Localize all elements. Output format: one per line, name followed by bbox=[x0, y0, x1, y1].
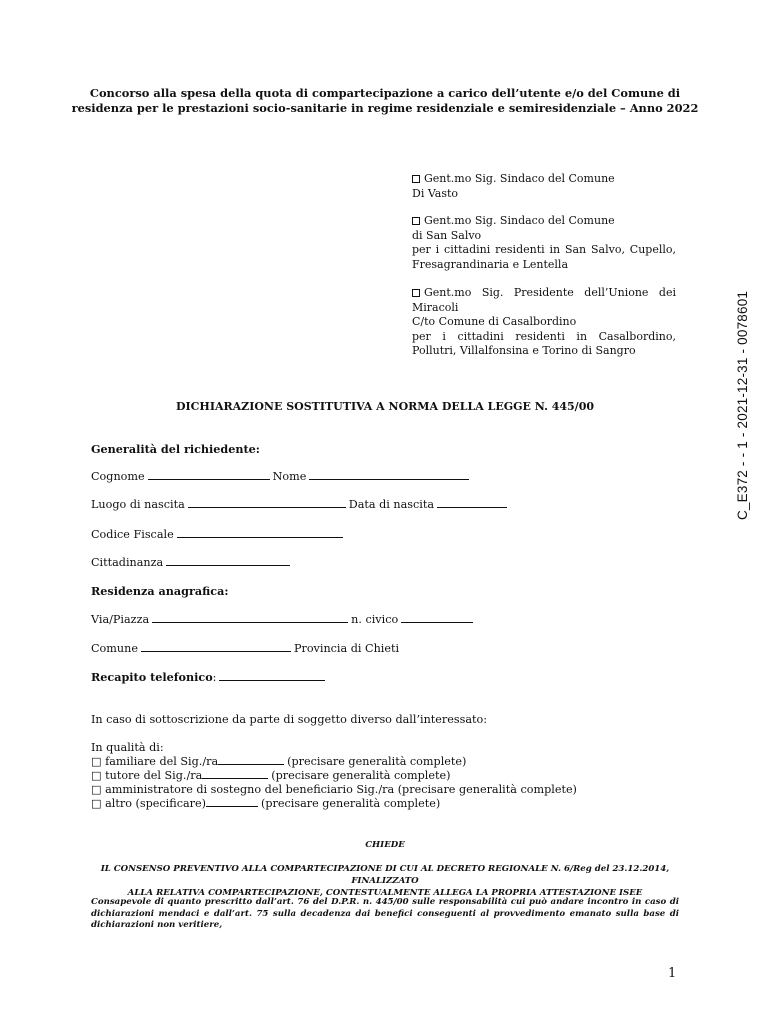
capacity-list bbox=[91, 741, 577, 811]
luogo-nascita-label: Luogo di nascita bbox=[91, 498, 185, 511]
recipient-line: Pollutri, Villalfonsina e Torino di Sangro bbox=[412, 344, 636, 358]
row-cognome-nome bbox=[91, 470, 472, 483]
page-number: 1 bbox=[668, 966, 677, 981]
subscription-note: In caso di sottoscrizione da parte di soggetto diverso dall’interessato: bbox=[91, 713, 488, 726]
comune-field[interactable] bbox=[141, 642, 291, 652]
data-nascita-label: Data di nascita bbox=[348, 498, 435, 511]
consent-text bbox=[90, 863, 680, 899]
title-line-2: residenza per le prestazioni socio-sanitarie in regime residenziale e semiresidenziale – Anno 2022 bbox=[71, 101, 699, 115]
cittadinanza-field[interactable] bbox=[166, 556, 290, 566]
option-field[interactable] bbox=[218, 755, 284, 765]
recipient-line: Gent.mo Sig. Presidente dell’Unione dei bbox=[424, 286, 676, 299]
awareness-paragraph bbox=[91, 897, 679, 932]
recipient-line: Di Vasto bbox=[412, 186, 459, 200]
title-line-1: Concorso alla spesa della quota di compartecipazione a carico dell’utente e/o del Comune di bbox=[89, 86, 681, 100]
capacity-option-amministratore[interactable] bbox=[91, 783, 577, 797]
recipient-unione-miracoli bbox=[412, 286, 676, 359]
consent-line-1: IL CONSENSO PREVENTIVO ALLA COMPARTECIPAZIONE DI CUI AL DECRETO REGIONALE N. 6/Reg del 23.12.2014, FINALIZZATO bbox=[100, 864, 670, 886]
awareness-line-1: Consapevole di quanto prescritto dall’art. 76 del D.P.R. n. 445/00 sulle responsabilità cui può andare incontro in caso di bbox=[91, 897, 679, 907]
option-field[interactable] bbox=[206, 797, 258, 807]
phone-field[interactable] bbox=[219, 671, 325, 681]
checkbox[interactable] bbox=[412, 175, 420, 183]
capacity-option-familiare[interactable] bbox=[91, 755, 577, 769]
awareness-line-2: dichiarazioni mendaci e dall’art. 75 sulla decadenza dai benefici conseguenti al provvedimento emanato sulla base di bbox=[91, 908, 679, 919]
cognome-field[interactable] bbox=[148, 470, 270, 480]
option-text: □ familiare del Sig./ra bbox=[91, 755, 219, 768]
option-text: □ tutore del Sig./ra bbox=[91, 769, 203, 782]
row-cittadinanza bbox=[91, 556, 293, 569]
consent-line-2: ALLA RELATIVA COMPARTECIPAZIONE, CONTESTUALMENTE ALLEGA LA PROPRIA ATTESTAZIONE ISEE bbox=[127, 888, 643, 898]
civico-field[interactable] bbox=[401, 613, 473, 623]
row-codice-fiscale bbox=[91, 528, 346, 541]
recipient-line: Fresagrandinaria e Lentella bbox=[412, 257, 569, 271]
recipient-line: di San Salvo bbox=[412, 228, 482, 242]
recipient-line: Gent.mo Sig. Sindaco del Comune bbox=[424, 214, 615, 227]
declaration-heading: DICHIARAZIONE SOSTITUTIVA A NORMA DELLA LEGGE N. 445/00 bbox=[175, 400, 595, 413]
recipient-line: Miracoli bbox=[412, 300, 459, 314]
comune-label: Comune bbox=[91, 642, 138, 655]
option-suffix: (precisare generalità complete) bbox=[271, 769, 451, 782]
recipient-line: C/to Comune di Casalbordino bbox=[412, 315, 577, 329]
checkbox[interactable] bbox=[412, 289, 420, 297]
option-field[interactable] bbox=[202, 769, 268, 779]
civico-label: n. civico bbox=[351, 613, 399, 626]
recipient-line: Gent.mo Sig. Sindaco del Comune bbox=[424, 172, 615, 185]
via-label: Via/Piazza bbox=[91, 613, 150, 626]
row-phone bbox=[91, 670, 328, 684]
row-via bbox=[91, 613, 476, 626]
recipient-vasto bbox=[412, 172, 676, 201]
protocol-code: C_E372 - - 1 - 2021-12-31 - 0078601 bbox=[735, 290, 750, 520]
document-title bbox=[70, 86, 700, 116]
capacity-intro: In qualità di: bbox=[91, 741, 164, 754]
codice-fiscale-field[interactable] bbox=[177, 528, 343, 538]
cittadinanza-label: Cittadinanza bbox=[91, 556, 164, 569]
nome-field[interactable] bbox=[309, 470, 469, 480]
phone-label: Recapito telefonico bbox=[91, 670, 213, 684]
phone-colon: : bbox=[212, 671, 217, 684]
via-field[interactable] bbox=[152, 613, 348, 623]
cognome-label: Cognome bbox=[91, 470, 145, 483]
option-suffix: (precisare generalità complete) bbox=[287, 755, 467, 768]
provincia-label: Provincia di Chieti bbox=[293, 642, 400, 655]
row-comune bbox=[91, 642, 399, 655]
nome-label: Nome bbox=[272, 470, 307, 483]
residence-heading: Residenza anagrafica: bbox=[91, 584, 229, 598]
awareness-line-3: dichiarazioni non veritiere, bbox=[91, 920, 223, 931]
option-text: □ amministratore di sostegno del beneficiario Sig./ra (precisare generalità complete) bbox=[91, 783, 577, 796]
recipient-san-salvo bbox=[412, 214, 676, 272]
recipient-line: per i cittadini residenti in Casalbordino, bbox=[412, 329, 676, 343]
applicant-heading: Generalità del richiedente: bbox=[91, 442, 260, 456]
codice-fiscale-label: Codice Fiscale bbox=[91, 528, 174, 541]
chiede-heading: CHIEDE bbox=[365, 840, 405, 850]
option-text: □ altro (specificare) bbox=[91, 797, 206, 810]
luogo-nascita-field[interactable] bbox=[188, 498, 346, 508]
data-nascita-field[interactable] bbox=[437, 498, 507, 508]
checkbox[interactable] bbox=[412, 217, 420, 225]
capacity-option-altro[interactable] bbox=[91, 797, 577, 811]
row-nascita bbox=[91, 498, 510, 511]
option-suffix: (precisare generalità complete) bbox=[260, 797, 441, 810]
capacity-option-tutore[interactable] bbox=[91, 769, 577, 783]
recipient-line: per i cittadini residenti in San Salvo, Cupello, bbox=[412, 243, 676, 257]
